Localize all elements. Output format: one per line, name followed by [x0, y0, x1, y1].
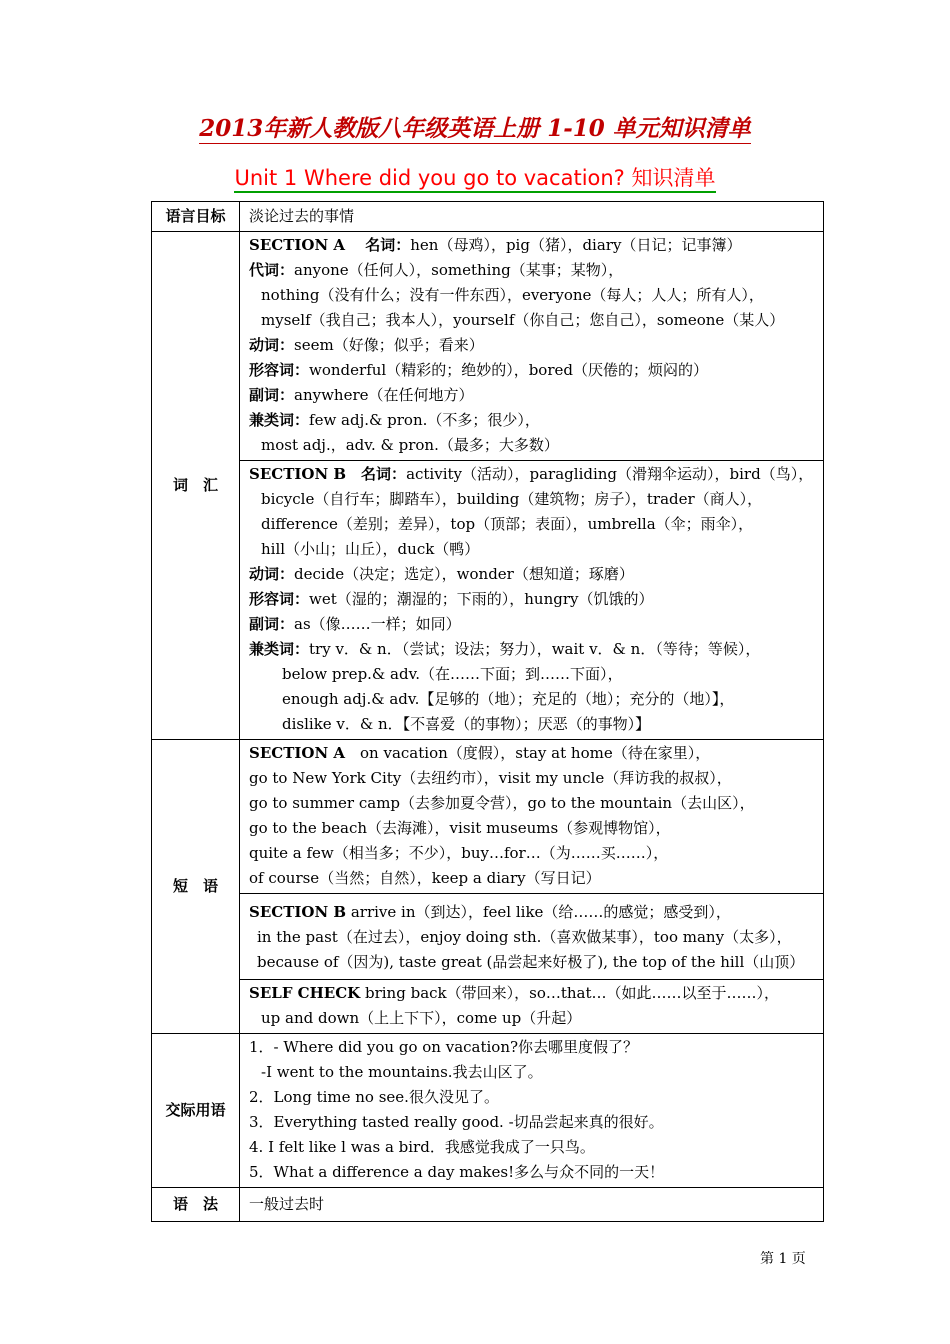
phrase-c-line2: up and down（上上下下），come up（升起） — [261, 1009, 582, 1027]
vocab-section-b — [240, 461, 824, 740]
vocab-a-multi-head: 兼类词： — [249, 411, 310, 429]
vocab-b-line10: enough adj.& adv.【足够的（地）；充足的（地）；充分的（地）】， — [282, 690, 735, 708]
page-number: 第 1 页 — [760, 1251, 806, 1267]
vocab-b-adj-head: 形容词： — [249, 590, 310, 608]
vocab-b-adv-head: 副词： — [249, 615, 295, 633]
vocab-b-line2: bicycle（自行车；脚踏车），building（建筑物；房子），trader（商人）， — [261, 490, 763, 508]
goal-row — [152, 202, 824, 232]
phrase-b-line2: in the past（在过去），enjoy doing sth.（喜欢做某事），too many（太多）， — [257, 928, 792, 946]
phrase-a-line6: of course（当然；自然），keep a diary（写日记） — [249, 869, 601, 887]
vocab-b-multi: try v．& n．（尝试；设法；努力），wait v．& n．（等待；等候）， — [309, 640, 761, 658]
comm-line1: 1．- Where did you go on vacation?你去哪里度假了？ — [249, 1038, 639, 1056]
grammar-label: 语 法 — [152, 1188, 240, 1222]
vocab-label: 词 汇 — [152, 232, 240, 740]
vocab-a-line4: myself（我自己；我本人），yourself（你自己；您自己），someone（某人） — [261, 311, 785, 329]
comm-line6: 5．What a difference a day makes!多么与众不同的一天！ — [249, 1163, 665, 1181]
vocab-a-adv-head: 副词： — [249, 386, 295, 404]
vocab-b-line3: difference（差别；差异），top（顶部；表面），umbrella（伞；雨伞）， — [261, 515, 754, 533]
phrase-row-c — [152, 980, 824, 1034]
phrase-a-line1: on vacation（度假），stay at home（待在家里）， — [345, 744, 711, 762]
vocab-a-verb-head: 动词： — [249, 336, 295, 354]
phrase-label: 短 语 — [152, 740, 240, 1034]
phrase-c-line1: bring back（带回来），so…that…（如此……以至于……）， — [360, 984, 780, 1002]
phrase-section-a — [240, 740, 824, 894]
phrase-c-head: SELF CHECK — [249, 984, 361, 1002]
phrase-b-line1: arrive in（到达），feel like（给……的感觉；感受到）， — [346, 903, 731, 921]
vocab-b-line9: below prep.& adv.（在……下面；到……下面）， — [282, 665, 623, 683]
phrase-section-b — [240, 894, 824, 980]
vocab-row-a — [152, 232, 824, 461]
vocab-a-adj-head: 形容词： — [249, 361, 310, 379]
comm-section — [240, 1034, 824, 1188]
vocab-a-head: SECTION A 名词： — [249, 236, 411, 254]
comm-line3: 2．Long time no see.很久没见了。 — [249, 1088, 499, 1106]
phrase-a-line4: go to the beach（去海滩），visit museums（参观博物馆）， — [249, 819, 671, 837]
vocab-b-advs: as（像……一样；如同） — [294, 615, 461, 633]
vocab-b-adjs: wet（湿的；潮湿的；下雨的），hungry（饥饿的） — [309, 590, 654, 608]
unit-title: Unit 1 Where did you go to vacation? 知识清单 — [0, 162, 950, 192]
phrase-row-a — [152, 740, 824, 894]
comm-line4: 3．Everything tasted really good. -切品尝起来真的很好。 — [249, 1113, 664, 1131]
vocab-a-advs: anywhere（在任何地方） — [294, 386, 474, 404]
phrase-b-head: SECTION B — [249, 903, 347, 921]
vocab-b-verb-head: 动词： — [249, 565, 295, 583]
vocab-b-multi-head: 兼类词： — [249, 640, 310, 658]
vocab-a-line9: most adj.，adv. & pron.（最多；大多数） — [261, 436, 559, 454]
vocab-section-a — [240, 232, 824, 461]
goal-label: 语言目标 — [152, 202, 240, 232]
vocab-b-verbs: decide（决定；选定），wonder（想知道；琢磨） — [294, 565, 634, 583]
vocab-a-verbs: seem（好像；似乎；看来） — [294, 336, 484, 354]
vocab-a-line3: nothing（没有什么；没有一件东西），everyone（每人；人人；所有人）， — [261, 286, 764, 304]
vocab-b-head: SECTION B 名词： — [249, 465, 407, 483]
phrase-a-head: SECTION A — [249, 744, 346, 762]
phrase-a-line5: quite a few（相当多；不少），buy…for…（为……买……）， — [249, 844, 669, 862]
comm-line5: 4. I felt like l was a bird．我感觉我成了一只鸟。 — [249, 1138, 595, 1156]
goal-text: 淡论过去的事情 — [240, 202, 824, 232]
comm-label: 交际用语 — [152, 1034, 240, 1188]
vocab-a-multi: few adj.& pron.（不多；很少）， — [309, 411, 540, 429]
document-title: 2013年新人教版八年级英语上册 1-10 单元知识清单 — [199, 115, 751, 142]
vocab-row-b — [152, 461, 824, 740]
vocab-a-adjs: wonderful（精彩的；绝妙的），bored（厌倦的；烦闷的） — [309, 361, 708, 379]
phrase-a-line3: go to summer camp（去参加夏令营），go to the mountain（去山区）， — [249, 794, 755, 812]
vocab-a-pron: anyone（任何人），something（某事；某物）， — [294, 261, 624, 279]
grammar-row — [152, 1188, 824, 1222]
vocab-b-line4: hill（小山；山丘），duck（鸭） — [261, 540, 480, 558]
comm-line2: -I went to the mountains.我去山区了。 — [261, 1063, 543, 1081]
phrase-a-line2: go to New York City（去纽约市），visit my uncle（拜访我的叔叔）， — [249, 769, 732, 787]
vocab-a-pron-head: 代词： — [249, 261, 295, 279]
comm-row — [152, 1034, 824, 1188]
vocab-b-line11: dislike v．& n．【不喜爱（的事物）；厌恶（的事物）】 — [282, 715, 651, 733]
knowledge-table — [151, 201, 824, 1222]
vocab-b-nouns: activity（活动），paragliding（滑翔伞运动），bird（鸟）， — [406, 465, 814, 483]
phrase-section-c — [240, 980, 824, 1034]
phrase-b-line3: because of（因为), taste great (品尝起来好极了), the top of the hill（山顶） — [257, 953, 805, 971]
phrase-row-b — [152, 894, 824, 980]
vocab-a-nouns: hen（母鸡），pig（猪），diary（日记；记事簿） — [410, 236, 742, 254]
grammar-text: 一般过去时 — [240, 1188, 824, 1222]
